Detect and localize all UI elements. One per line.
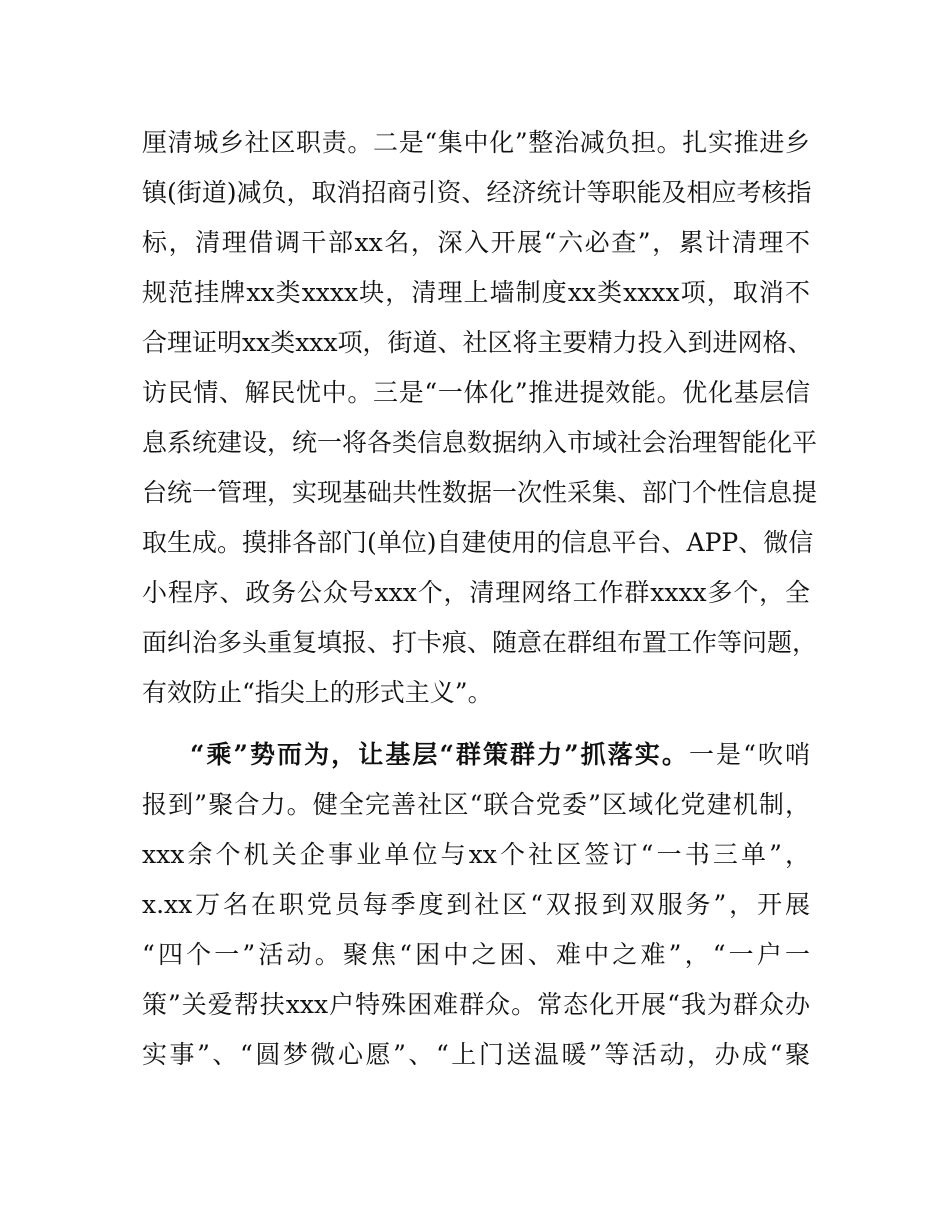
paragraph-line: x.xx万名在职党员每季度到社区“双报到双服务”，开展 xyxy=(142,890,810,919)
paragraph-line: 厘清城乡社区职责。二是“集中化”整治减负担。扎实推进乡 xyxy=(142,128,810,157)
paragraph-line: xxx余个机关企事业单位与xx个社区签订“一书三单”， xyxy=(142,840,810,869)
paragraph-line: 面纠治多头重复填报、打卡痕、随意在群组布置工作等问题， xyxy=(142,628,818,657)
paragraph-line: 合理证明xx类xxx项，街道、社区将主要精力投入到进网格、 xyxy=(142,328,813,357)
paragraph-line: “四个一”活动。聚焦“困中之困、难中之难”，“一户一 xyxy=(142,940,810,969)
paragraph-line: 规范挂牌xx类xxxx块，清理上墙制度xx类xxxx项，取消不 xyxy=(142,278,810,307)
paragraph-line: 报到”聚合力。健全完善社区“联合党委”区域化党建机制， xyxy=(142,790,810,819)
paragraph-heading: “乘”势而为，让基层“群策群力”抓落实。 xyxy=(190,740,689,769)
paragraph-line: 策”关爱帮扶xxx户特殊困难群众。常态化开展“我为群众办 xyxy=(142,990,810,1019)
paragraph-line: 实事”、“圆梦微心愿”、“上门送温暖”等活动，办成“聚 xyxy=(142,1040,810,1069)
paragraph-line: 镇(街道)减负，取消招商引资、经济统计等职能及相应考核指 xyxy=(142,178,812,207)
paragraph-line: 息系统建设，统一将各类信息数据纳入市域社会治理智能化平 xyxy=(142,428,818,457)
paragraph-last-line: 有效防止“指尖上的形式主义”。 xyxy=(142,678,493,707)
paragraph-text: 一是“吹哨 xyxy=(688,740,810,769)
paragraph-line: 台统一管理，实现基础共性数据一次性采集、部门个性信息提 xyxy=(142,478,818,507)
paragraph-line: 小程序、政务公众号xxx个，清理网络工作群xxxx多个，全 xyxy=(142,578,810,607)
paragraph-heading-line xyxy=(190,742,810,767)
paragraph-line: 标，清理借调干部xx名，深入开展“六必查”，累计清理不 xyxy=(142,228,810,257)
paragraph-line: 取生成。摸排各部门(单位)自建使用的信息平台、APP、微信 xyxy=(142,528,814,557)
paragraph-line: 访民情、解民忧中。三是“一体化”推进提效能。优化基层信 xyxy=(142,378,810,407)
